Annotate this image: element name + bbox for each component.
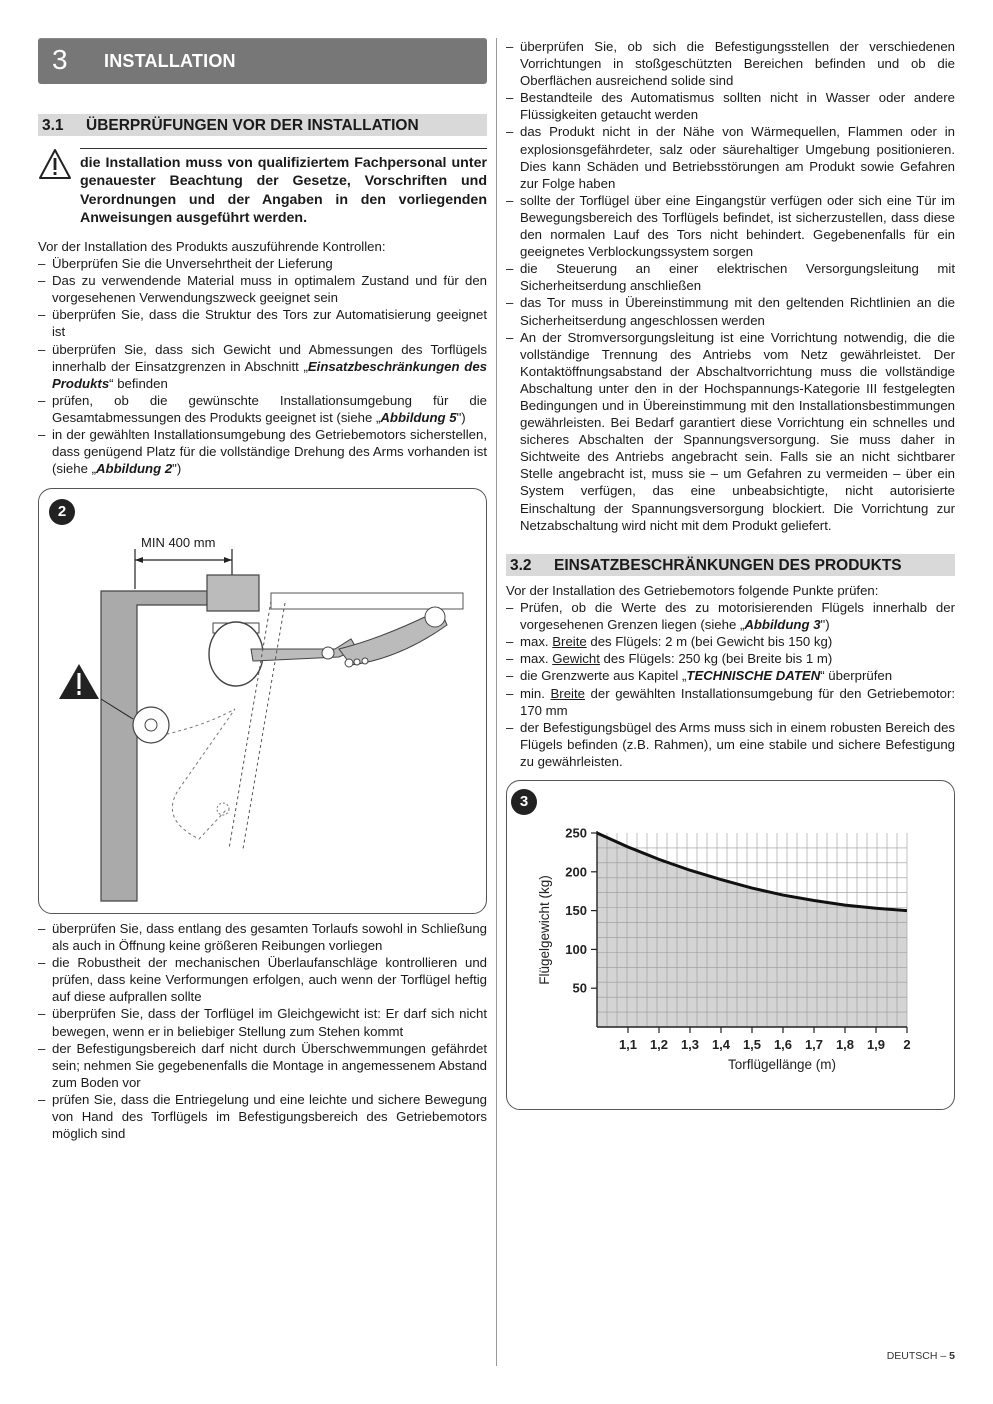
list-item: – das Tor muss in Übereinstimmung mit den geltenden Richtlinien an die Sicherheitserdung angeschlossen werden [506,294,955,328]
chapter-number: 3 [52,44,68,75]
x-tick-label: 2 [903,1037,911,1052]
text-run: prüfen, ob die gewünschte Installationsumgebung für die Gesamtabmessungen des Produkts geeignet ist (siehe „ [52,392,487,425]
underlined-term: Breite [552,634,587,650]
x-tick-label: 1,5 [742,1037,762,1052]
underlined-term: Breite [550,685,585,701]
checks-intro: Vor der Installation des Produkts auszuführende Kontrollen: [38,239,386,254]
warning-rule [80,148,487,149]
text-run: Prüfen, ob die Werte des zu motorisierenden Flügels innerhalb der vorgesehenen Grenzen liegen (siehe „ [520,600,955,633]
figure-2-box [38,488,487,914]
chapter-header [38,38,487,84]
list-item [506,685,955,719]
x-tick-label: 1,2 [649,1037,669,1052]
list-item: – Das zu verwendende Material muss in optimalem Zustand und für den vorgesehenen Verwendungszweck geeignet sein [38,272,487,306]
x-tick-label: 1,3 [680,1037,700,1052]
text-run: ") [172,461,182,477]
warning-text: die Installation muss von qualifiziertem Fachpersonal unter genauester Beachtung der Gesetze, Vorschriften und Verordnungen und der Angaben in den vorliegenden Anweisungen ausgeführt werden. [80,155,487,227]
x-tick-label: 1,8 [835,1037,855,1052]
limits-intro: Vor der Installation des Getriebemotors folgende Punkte prüfen: [506,583,879,598]
section-title: ÜBERPRÜFUNGEN VOR DER INSTALLATION [86,117,419,134]
list-item: – überprüfen Sie, ob sich die Befestigungsstellen der verschiedenen Vorrichtungen in stoßgeschützten Bereichen befinden und ob die Oberflächen ausreichend solide sind [506,38,955,89]
x-axis-label: Torflügellänge (m) [727,1057,837,1072]
page-number: 5 [949,1350,955,1362]
list-item [506,667,955,684]
text-run: max. [520,634,553,650]
limits-list [506,582,955,770]
warning-icon [38,148,72,180]
left-checks-list-continued [38,920,487,1142]
list-item: – überprüfen Sie, dass entlang des gesamten Torlaufs sowohl in Schließung als auch in Öffnung keine größeren Reibungen vorliegen [38,920,487,954]
y-tick-label: 150 [565,903,587,919]
left-checks-list [38,238,487,477]
section-3-1-header [38,114,487,136]
list-item [38,392,487,426]
list-item [38,426,487,477]
list-item: – die Robustheit der mechanischen Überlaufanschläge kontrollieren und prüfen, dass keine Verformungen erfolgen, auch wenn der Torflügel heftig auf diese aufprallen sollte [38,954,487,1005]
section-reference: Einsatzbeschränkungen des Produkts [52,358,487,391]
list-item [506,633,955,650]
list-item: – prüfen Sie, dass die Entriegelung und eine leichte und sichere Bewegung von Hand des Torflügels im Befestigungsbereich des Getriebemotors möglich sind [38,1091,487,1142]
allowed-area [597,833,907,1027]
section-title: EINSATZBESCHRÄNKUNGEN DES PRODUKTS [554,557,902,574]
text-run: “ überprüfen [820,668,893,684]
list-item: – das Produkt nicht in der Nähe von Wärmequellen, Flammen oder in explosionsgefährdeter, salz oder säurehaltiger Umgebung positionieren. Dies kann Schäden und Betriebsstörungen am Produkt sowie Gefahren zur Folge haben [506,123,955,191]
text-run: des Flügels: 250 kg (bei Breite bis 1 m) [599,651,833,667]
list-item: – An der Stromversorgungsleitung ist eine Vorrichtung notwendig, die die vollständige Trennung des Antriebs vom Netz gewährleistet. Der Kontaktöffnungsabstand der Abschaltvorrichtung muss die vollständige Abschaltung unter den in der Hochspannungs-Kategorie III festgelegten Bedingungen und in Übereinstimmung mit den Installationsbestimmungen gewährleisten. Bei Bedarf garantiert diese Vorrichtung ein schnelles und sicheres Abschalten der Spannungsversorgung. Sie muss daher in Sichtweite des Antriebs angebracht sein. Falls sie an nicht sichtbarer Stelle angebracht ist, muss sie – um Gefahren zu vermeiden – über ein System verfügen, das eine unbeabsichtigte, nicht autorisierte Einschaltung der Spannungsversorgung blockiert. Die Vorrichtung zur Netzabschaltung wird nicht mit dem Produkt geliefert. [506,329,955,534]
list-item: – der Befestigungsbereich darf nicht durch Überschwemmungen gefährdet sein; nehmen Sie gegebenenfalls die Montage in angemessenem Abstand zum Boden vor [38,1040,487,1091]
list-item: – überprüfen Sie, dass die Struktur des Tors zur Automatisierung geeignet ist [38,306,487,340]
gate-opener-drawing [39,489,486,913]
list-item: – der Befestigungsbügel des Arms muss sich in einem robusten Bereich des Flügels befinden (z.B. Rahmen), um eine stabile und sichere Befestigung zu gewährleisten. [506,719,955,770]
list-item: – überprüfen Sie, dass der Torflügel im Gleichgewicht ist: Er darf sich nicht bewegen, wenn er in beliebiger Stellung zum Stehen kommt [38,1005,487,1039]
weight-length-chart [507,781,954,1109]
x-tick-label: 1,9 [866,1037,886,1052]
min-distance-label: MIN 400 mm [141,535,216,550]
x-tick-label: 1,7 [804,1037,824,1052]
section-number: 3.2 [510,557,532,574]
text-run: des Flügels: 2 m (bei Gewicht bis 150 kg) [586,634,833,650]
underlined-term: Gewicht [552,651,600,667]
figure-reference: Abbildung 2 [95,461,173,477]
list-item: – Bestandteile des Automatismus sollten nicht in Wasser oder andere Flüssigkeiten getaucht werden [506,89,955,123]
text-run: der gewählten Installationsumgebung für den Getriebemotor: 170 mm [520,685,956,718]
figure-badge: 3 [511,789,537,815]
section-3-2-header [506,554,955,576]
list-item: – die Steuerung an einer elektrischen Versorgungsleitung mit Sicherheitserdung anschließen [506,260,955,294]
list-item [38,341,487,392]
text-run: die Grenzwerte aus Kapitel „ [520,668,687,684]
text-run: ") [820,617,830,633]
text-run: in der gewählten Installationsumgebung des Getriebemotors sicherstellen, dass genügend Platz für die vollständige Drehung des Arms vorhanden ist (siehe „ [52,427,487,477]
chapter-title: INSTALLATION [104,51,236,71]
figure-reference: Abbildung 3 [744,617,821,633]
list-item [506,599,955,633]
x-tick-label: 1,1 [618,1037,638,1052]
x-tick-label: 1,4 [711,1037,731,1052]
list-item [506,650,955,667]
y-tick-label: 250 [565,825,587,841]
page-footer [887,1350,955,1362]
y-axis-label: Flügelgewicht (kg) [537,875,552,985]
right-checks-list [506,38,955,534]
text-run: max. [520,651,553,667]
chapter-reference: TECHNISCHE DATEN [686,668,821,684]
text-run: überprüfen Sie, dass sich Gewicht und Abmessungen des Torflügels innerhalb der Einsatzgrenzen in Abschnitt „ [52,341,487,374]
x-tick-label: 1,6 [773,1037,793,1052]
y-tick-label: 200 [565,864,587,880]
figure-reference: Abbildung 5 [380,409,457,425]
list-item: – sollte der Torflügel über eine Eingangstür verfügen oder sich eine Tür im Bewegungsbereich des Torflügels befindet, ist sicherzustellen, dass diese den normalen Lauf des Tors nicht behindert. Gegebenenfalls für ein geeignetes Verblockungssystem sorgen [506,192,955,260]
text-run: “ befinden [109,375,168,391]
y-tick-label: 100 [565,941,587,957]
text-run: ") [456,409,466,425]
figure-badge: 2 [49,499,75,525]
section-number: 3.1 [42,117,64,134]
footer-language: DEUTSCH – [886,1350,950,1362]
figure-3-box [506,780,955,1110]
list-item: – Überprüfen Sie die Unversehrtheit der Lieferung [38,255,487,272]
column-divider [496,38,497,1366]
text-run: min. [520,685,551,701]
y-tick-label: 50 [572,980,587,996]
